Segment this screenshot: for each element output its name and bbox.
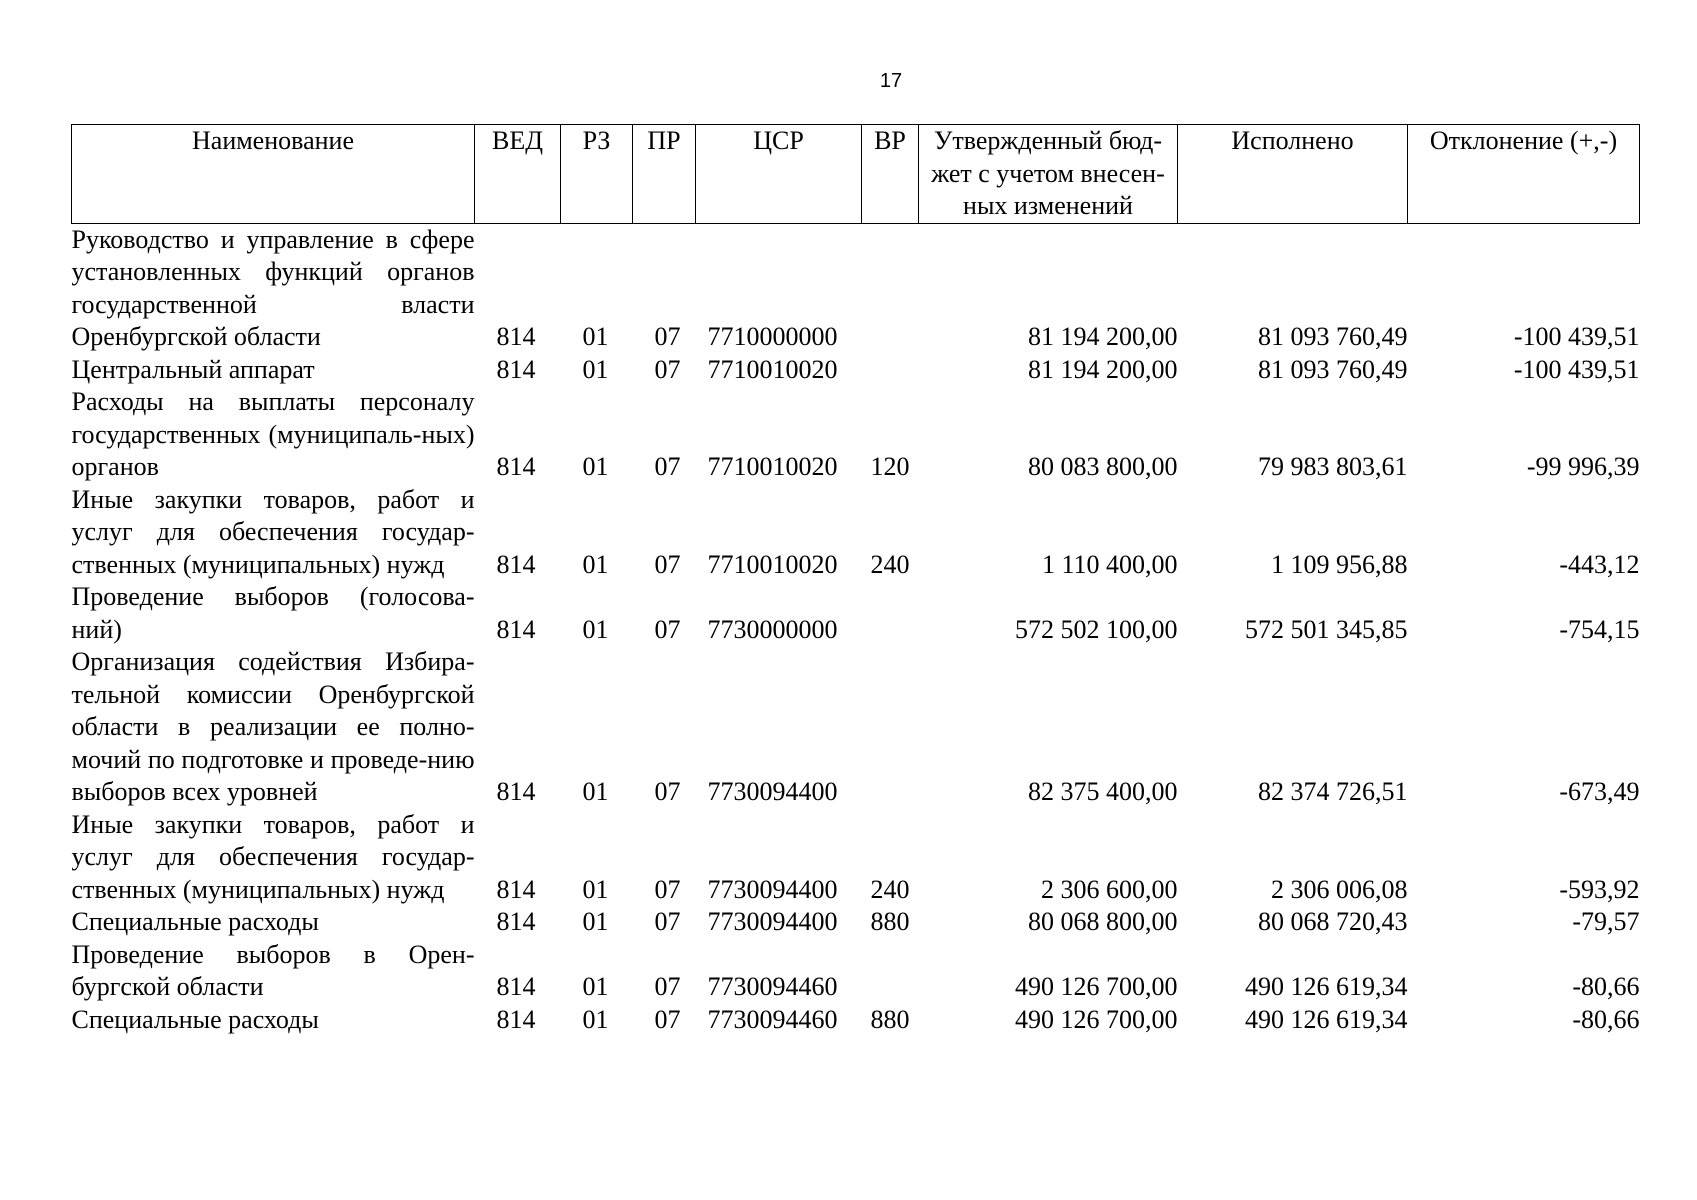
cell-executed: 490 126 619,34 [1245,972,1408,1001]
cell-approved: 81 194 200,00 [1028,354,1178,384]
cell-csr: 7730094400 [707,874,838,904]
cell-executed: 2 306 006,08 [1271,874,1408,904]
header-name: Наименование [72,125,475,224]
cell-ved: 814 [496,452,536,481]
table-row [72,484,1640,582]
cell-vr: 880 [870,907,910,936]
header-deviation: Отклонение (+,-) [1408,125,1640,224]
table-row [72,906,1640,939]
cell-deviation: -754,15 [1559,614,1640,644]
cell-pr: 07 [654,1004,681,1034]
table-row [72,939,1640,1004]
cell-ved: 814 [496,777,536,806]
cell-rz: 01 [582,452,609,481]
header-approved-budget: Утвержденный бюд-жет с учетом внесен-ных изменений [919,125,1178,224]
cell-deviation: -99 996,39 [1526,452,1640,481]
cell-rz: 01 [582,777,609,806]
header-executed: Исполнено [1178,125,1408,224]
table-body [72,223,1640,1036]
cell-name: Иные закупки товаров, работ и услуг для обеспечения государ-ственных (муниципальных) нужд [71,809,475,904]
cell-executed: 572 501 345,85 [1245,614,1408,644]
cell-rz: 01 [582,322,609,351]
cell-deviation: -80,66 [1572,1004,1640,1034]
cell-approved: 80 068 800,00 [1028,907,1178,936]
cell-deviation: -673,49 [1559,777,1640,806]
cell-pr: 07 [654,549,681,579]
cell-approved: 1 110 400,00 [1041,549,1178,579]
cell-csr: 7710010020 [707,549,838,579]
table-row [72,581,1640,646]
cell-rz: 01 [582,549,609,579]
table-row [72,386,1640,484]
cell-executed: 82 374 726,51 [1258,777,1408,806]
page-number: 17 [879,70,903,92]
cell-name: Специальные расходы [71,1004,319,1034]
cell-vr: 240 [870,874,910,904]
cell-vr [862,354,919,387]
cell-rz: 01 [582,1004,609,1034]
cell-approved: 80 083 800,00 [1028,452,1178,481]
cell-pr: 07 [654,354,681,384]
cell-ved: 814 [496,907,536,936]
header-pr: ПР [633,125,696,224]
cell-pr: 07 [654,452,681,481]
header-csr: ЦСР [696,125,862,224]
cell-csr: 7730094460 [707,972,838,1001]
cell-deviation: -79,57 [1572,907,1640,936]
cell-vr: 120 [870,452,910,481]
cell-pr: 07 [654,972,681,1001]
cell-name: Расходы на выплаты персоналу государственных (муниципаль-ных) органов [71,387,475,481]
cell-csr: 7730094460 [707,1004,838,1034]
cell-pr: 07 [654,614,681,644]
cell-pr: 07 [654,907,681,936]
cell-deviation: -593,92 [1559,874,1640,904]
cell-approved: 572 502 100,00 [1015,614,1178,644]
cell-csr: 7710000000 [707,322,838,351]
header-ved: ВЕД [475,125,561,224]
cell-approved: 490 126 700,00 [1015,1004,1178,1034]
cell-name: Руководство и управление в сфере установленных функций органов государственной власти Оренбургской области [71,224,475,351]
cell-approved: 2 306 600,00 [1041,874,1178,904]
cell-deviation: -443,12 [1559,549,1640,579]
cell-name: Проведение выборов (голосова-ний) [71,582,475,644]
cell-executed: 79 983 803,61 [1258,452,1408,481]
cell-executed: 1 109 956,88 [1271,549,1408,579]
cell-pr: 07 [654,874,681,904]
cell-csr: 7730094400 [707,907,838,936]
cell-deviation: -100 439,51 [1513,322,1640,351]
cell-ved: 814 [496,1004,536,1034]
cell-vr [862,939,919,1004]
cell-name: Центральный аппарат [71,354,315,384]
table-row [72,646,1640,809]
cell-pr: 07 [654,777,681,806]
cell-ved: 814 [496,614,536,644]
cell-csr: 7730094400 [707,777,838,806]
cell-rz: 01 [582,972,609,1001]
table-row [72,354,1640,387]
cell-approved: 81 194 200,00 [1028,322,1178,351]
cell-name: Специальные расходы [71,907,319,936]
cell-deviation: -80,66 [1572,972,1640,1001]
cell-approved: 490 126 700,00 [1015,972,1178,1001]
cell-executed: 80 068 720,43 [1258,907,1408,936]
cell-ved: 814 [496,322,536,351]
cell-ved: 814 [496,549,536,579]
cell-rz: 01 [582,907,609,936]
cell-executed: 490 126 619,34 [1245,1004,1408,1034]
cell-vr: 240 [870,549,910,579]
cell-vr [862,581,919,646]
cell-deviation: -100 439,51 [1513,354,1640,384]
cell-csr: 7730000000 [707,614,838,644]
table-header [72,125,1640,224]
table-row [72,1004,1640,1037]
cell-rz: 01 [582,354,609,384]
header-rz: РЗ [561,125,633,224]
budget-execution-table [71,124,1640,1036]
cell-rz: 01 [582,614,609,644]
cell-name: Иные закупки товаров, работ и услуг для обеспечения государ-ственных (муниципальных) нужд [71,484,475,579]
cell-vr: 880 [870,1004,910,1034]
cell-csr: 7710010020 [707,354,838,384]
table-row [72,223,1640,354]
cell-rz: 01 [582,874,609,904]
header-vr: ВР [862,125,919,224]
cell-executed: 81 093 760,49 [1258,322,1408,351]
table-row [72,809,1640,907]
cell-ved: 814 [496,874,536,904]
cell-name: Организация содействия Избира-тельной комиссии Оренбургской области в реализации ее полно-мочий по подготовке и проведе-нию выборов всех уровней [71,647,475,806]
cell-vr [862,646,919,809]
cell-executed: 81 093 760,49 [1258,354,1408,384]
cell-vr [862,223,919,354]
cell-pr: 07 [654,322,681,351]
cell-ved: 814 [496,972,536,1001]
cell-csr: 7710010020 [707,452,838,481]
cell-name: Проведение выборов в Орен-бургской области [71,939,475,1001]
cell-approved: 82 375 400,00 [1028,777,1178,806]
cell-ved: 814 [496,354,536,384]
